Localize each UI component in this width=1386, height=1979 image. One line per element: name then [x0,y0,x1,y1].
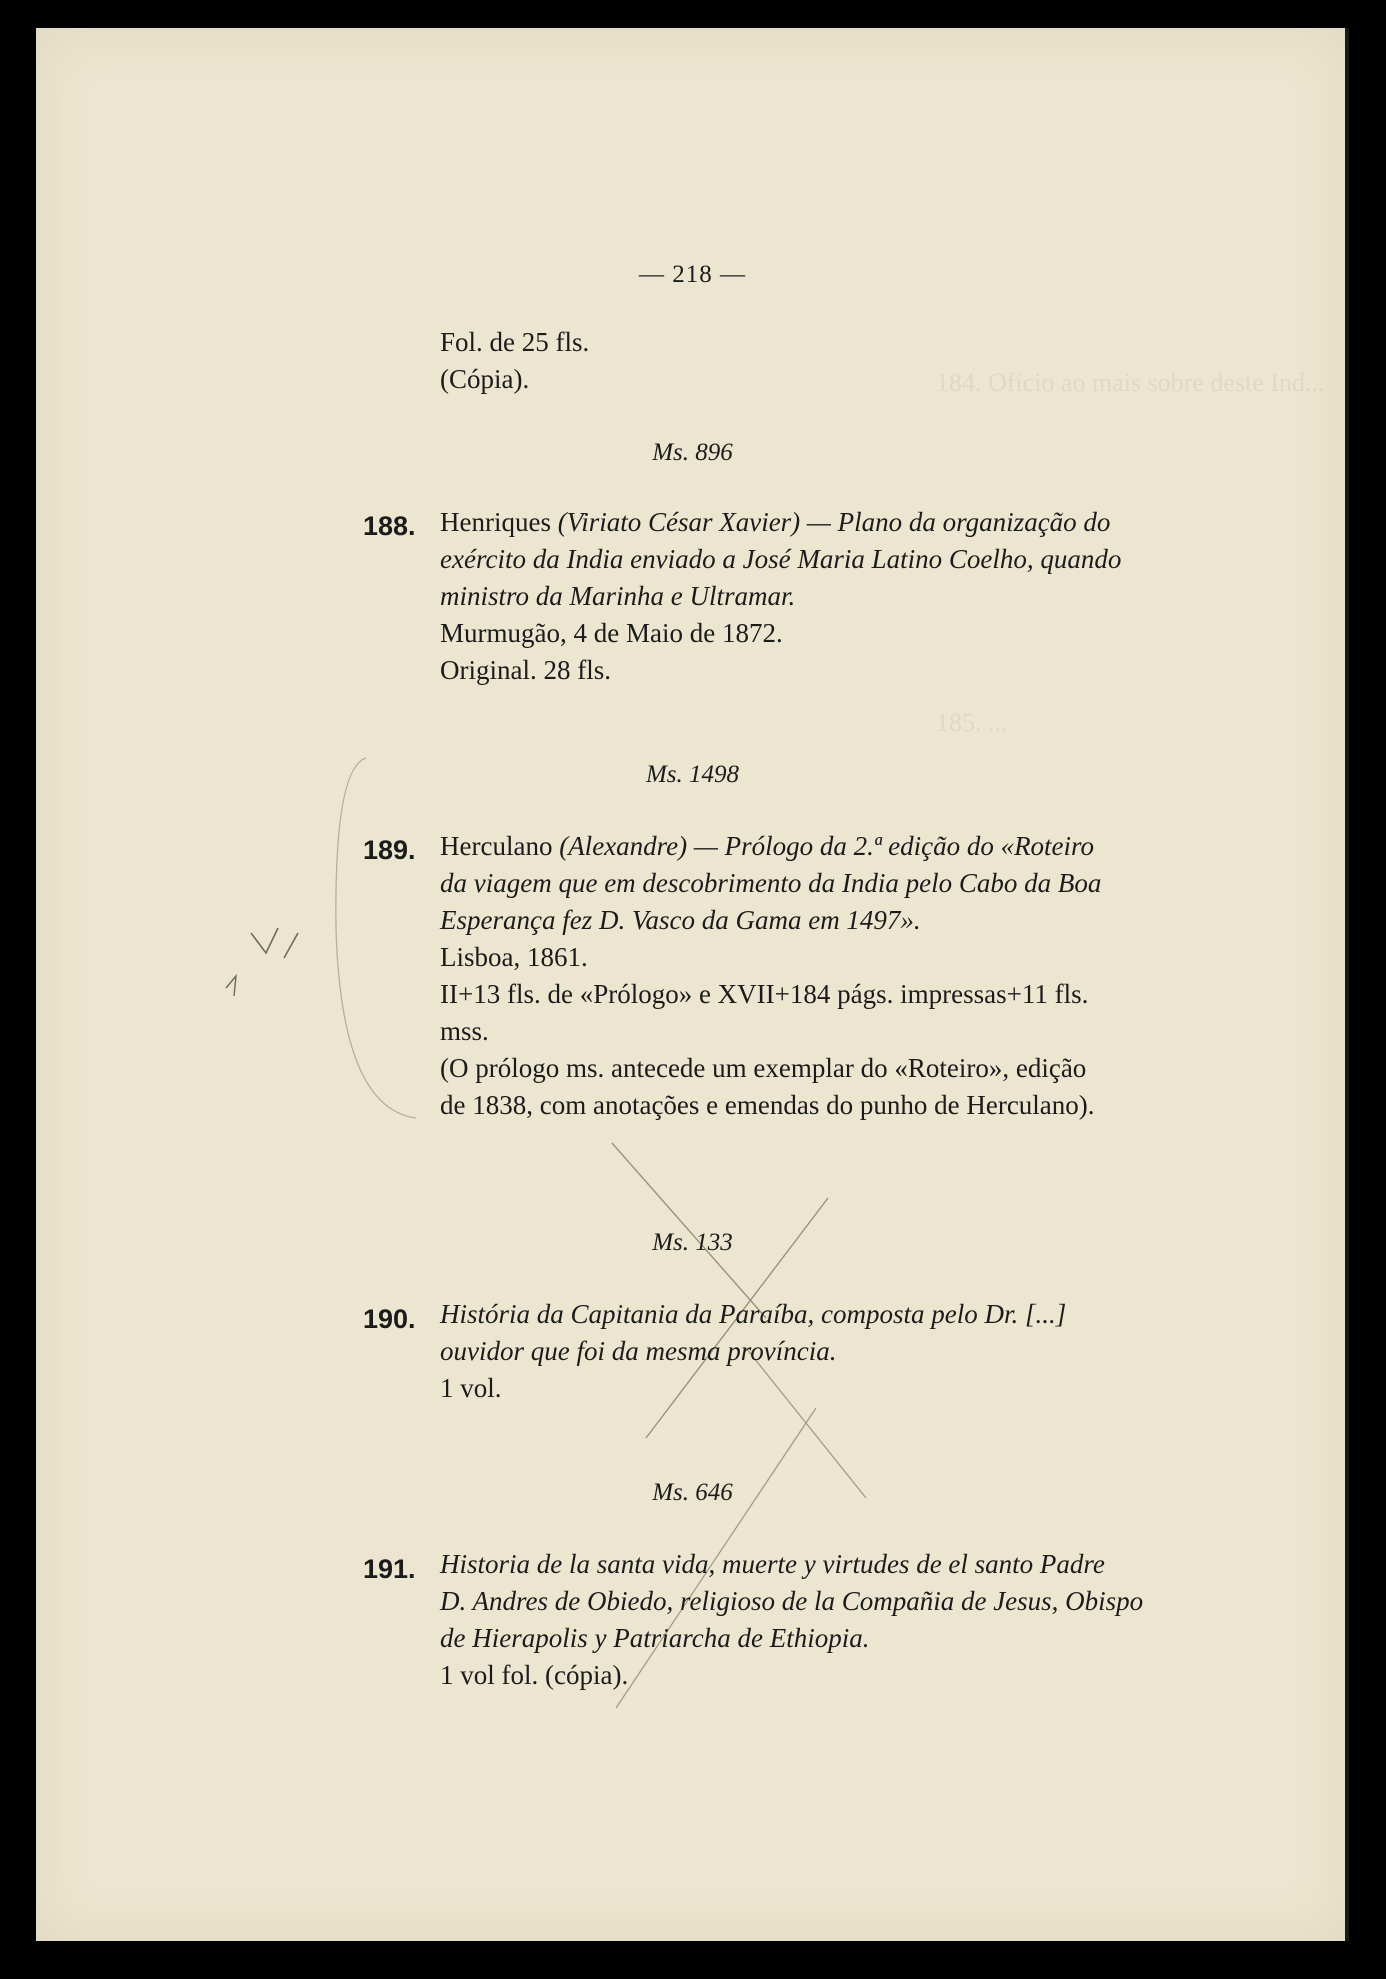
entry-title-line: de Hierapolis y Patriarcha de Ethiopia. [440,1623,870,1653]
entry-detail-line: 1 vol fol. (cópia). [440,1660,629,1690]
entry-number: 191. [363,1554,416,1584]
entry-detail-line: mss. [440,1016,489,1046]
author-name: Herculano [440,831,560,861]
shelfmark: Ms. 896 [652,439,733,466]
pencil-bracket [336,758,416,1118]
entry-title-line [440,828,1094,865]
document-page [36,28,1349,1941]
bleed-through: 185. ... [936,708,1008,737]
entry-title-line: História da Capitania da Paraíba, composta pelo Dr. [...] [440,1299,1067,1329]
title-italic: (Viriato César Xavier) — Plano da organização do [557,507,1111,537]
entry-number: 190. [363,1304,416,1334]
carryover-line: (Cópia). [440,364,530,394]
entry-number: 189. [363,835,416,865]
entry-title-line: exército da India enviado a José Maria Latino Coelho, quando [440,544,1122,574]
shelfmark: Ms. 133 [652,1229,733,1256]
entry-number: 188. [363,511,416,541]
margin-annotation-mark [226,976,236,996]
entry-detail-line: Murmugão, 4 de Maio de 1872. [440,618,783,648]
entry-note-line: (O prólogo ms. antecede um exemplar do «Roteiro», edição [440,1053,1087,1083]
shelfmark: Ms. 646 [652,1479,733,1506]
entry-note-line: de 1838, com anotações e emendas do punho de Herculano). [440,1090,1095,1120]
entry-title-line: D. Andres de Obiedo, religioso de la Compañia de Jesus, Obispo [440,1586,1144,1616]
entry-detail-line: Lisboa, 1861. [440,942,588,972]
entry-title-line: ouvidor que foi da mesma província. [440,1336,837,1366]
entry-detail-line: II+13 fls. de «Prólogo» e XVII+184 págs. impressas+11 fls. [440,979,1089,1009]
page-number: — 218 — [639,261,746,288]
entry-detail-line: 1 vol. [440,1373,502,1403]
entry-title-line: ministro da Marinha e Ultramar. [440,581,796,611]
entry-title-line: Historia de la santa vida, muerte y virtudes de el santo Padre [440,1549,1105,1579]
title-italic: (Alexandre) — Prólogo da 2.ª edição do «Roteiro [559,831,1095,861]
entry-title-line: Esperança fez D. Vasco da Gama em 1497». [440,905,921,935]
carryover-line: Fol. de 25 fls. [440,327,590,357]
author-name: Henriques [440,507,558,537]
margin-annotation-mark [251,928,298,958]
entry-title-line: da viagem que em descobrimento da India pelo Cabo da Boa [440,868,1102,898]
entry-title-line [440,504,1110,541]
bleed-through: 184. Ofício ao mais sobre deste Ind... [936,368,1325,397]
entry-detail-line: Original. 28 fls. [440,655,611,685]
shelfmark: Ms. 1498 [645,761,740,788]
